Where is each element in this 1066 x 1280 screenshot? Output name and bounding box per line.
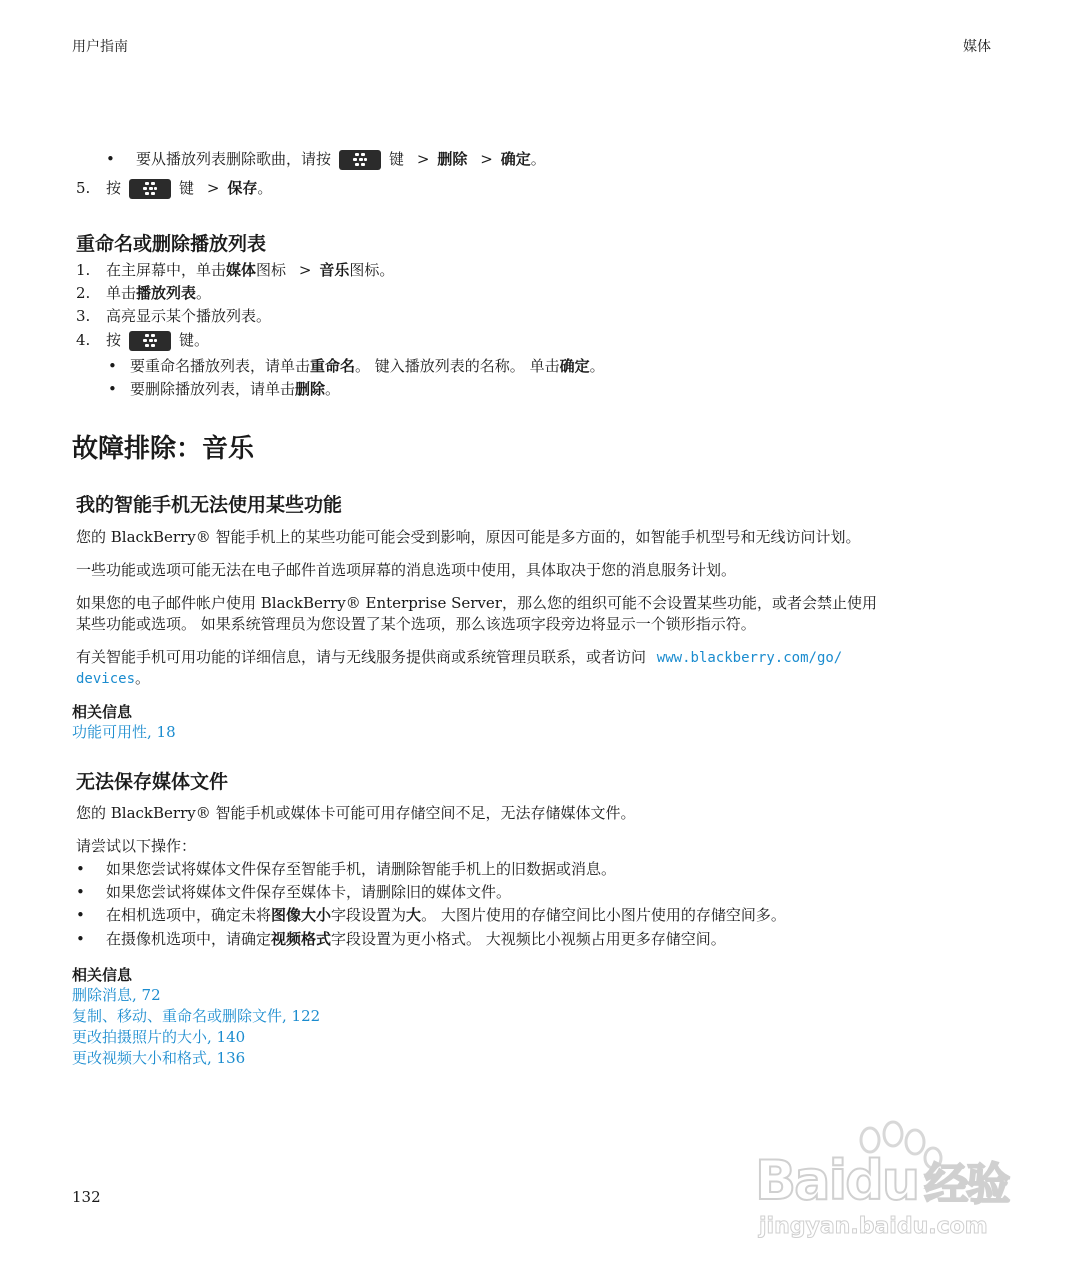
list-item: • 在摄像机选项中，请确定视频格式字段设置为更小格式。 大视频比小视频占用更多存储空间。 [76, 930, 726, 948]
step-1: 1. 在主屏幕中，单击媒体图标 > 音乐图标。 [76, 261, 395, 279]
list-item: • 要删除播放列表，请单击删除。 [108, 380, 341, 398]
blackberry-url-link[interactable]: www.blackberry.com/go/ [656, 650, 843, 666]
page-number: 132 [72, 1188, 101, 1206]
related-link[interactable]: 更改拍摄照片的大小, 140 [72, 1028, 246, 1046]
menu-key-icon [129, 331, 171, 351]
paragraph-line: 某些功能或选项。 如果系统管理员为您设置了某个选项，那么该选项字段旁边将显示一个锁形指示符。 [76, 615, 756, 633]
header-left: 用户指南 [72, 39, 128, 55]
paragraph: 一些功能或选项可能无法在电子邮件首选项屏幕的消息选项中使用，具体取决于您的消息服务计划。 [76, 561, 737, 579]
bullet: • [106, 150, 115, 168]
section-title-rename: 重命名或删除播放列表 [76, 233, 267, 255]
section-title-media-save: 无法保存媒体文件 [76, 771, 229, 793]
baidu-watermark [745, 1118, 1015, 1248]
related-link[interactable]: 功能可用性, 18 [72, 723, 176, 741]
related-link[interactable]: 更改视频大小和格式, 136 [72, 1049, 246, 1067]
related-link[interactable]: 复制、移动、重命名或删除文件, 122 [72, 1007, 321, 1025]
related-info-title: 相关信息 [72, 703, 133, 721]
step-2: 2. 单击播放列表。 [76, 284, 212, 302]
section-title-features: 我的智能手机无法使用某些功能 [76, 494, 343, 516]
list-item: • 要重命名播放列表，请单击重命名。 键入播放列表的名称。 单击确定。 [108, 357, 605, 375]
step-3: 3. 高亮显示某个播放列表。 [76, 307, 272, 325]
blackberry-url-link-cont[interactable]: devices [76, 671, 136, 687]
paragraph: 您的 BlackBerry® 智能手机上的某些功能可能会受到影响，原因可能是多方面的，如智能手机型号和无线访问计划。 [76, 528, 861, 546]
watermark-url: jingyan.baidu.com [759, 1214, 988, 1239]
step-5: 5. 按 键 > 保存。 [76, 179, 273, 197]
menu-key-icon [339, 150, 381, 170]
list-item: • 如果您尝试将媒体文件保存至媒体卡，请删除旧的媒体文件。 [76, 883, 512, 901]
list-item: • 要从播放列表删除歌曲，请按 键 > 删除 > 确定。 [106, 150, 546, 168]
list-item: • 如果您尝试将媒体文件保存至智能手机，请删除智能手机上的旧数据或消息。 [76, 860, 617, 878]
related-info-title: 相关信息 [72, 966, 133, 984]
paragraph-line: 有关智能手机可用功能的详细信息，请与无线服务提供商或系统管理员联系，或者访问 www.blackberry.com/go/ [76, 648, 843, 666]
menu-key-icon [129, 179, 171, 199]
watermark-brand: Bai [755, 1149, 846, 1212]
header-right: 媒体 [963, 39, 991, 55]
related-link[interactable]: 删除消息, 72 [72, 986, 161, 1004]
paragraph-line: 如果您的电子邮件帐户使用 BlackBerry® Enterprise Server，那么您的组织可能不会设置某些功能，或者会禁止使用 [76, 594, 877, 612]
paragraph: 您的 BlackBerry® 智能手机或媒体卡可能可用存储空间不足，无法存储媒体文件。 [76, 804, 636, 822]
paragraph: 请尝试以下操作： [76, 837, 197, 855]
watermark-brand-2: du [845, 1149, 919, 1212]
chapter-title: 故障排除：音乐 [72, 434, 255, 464]
watermark-cn: 经验 [924, 1159, 1009, 1210]
list-item: • 在相机选项中，确定未将图像大小字段设置为大。 大图片使用的存储空间比小图片使用的存储空间多。 [76, 906, 786, 924]
paragraph-line: devices。 [76, 669, 151, 687]
step-4: 4. 按 键。 [76, 331, 210, 349]
